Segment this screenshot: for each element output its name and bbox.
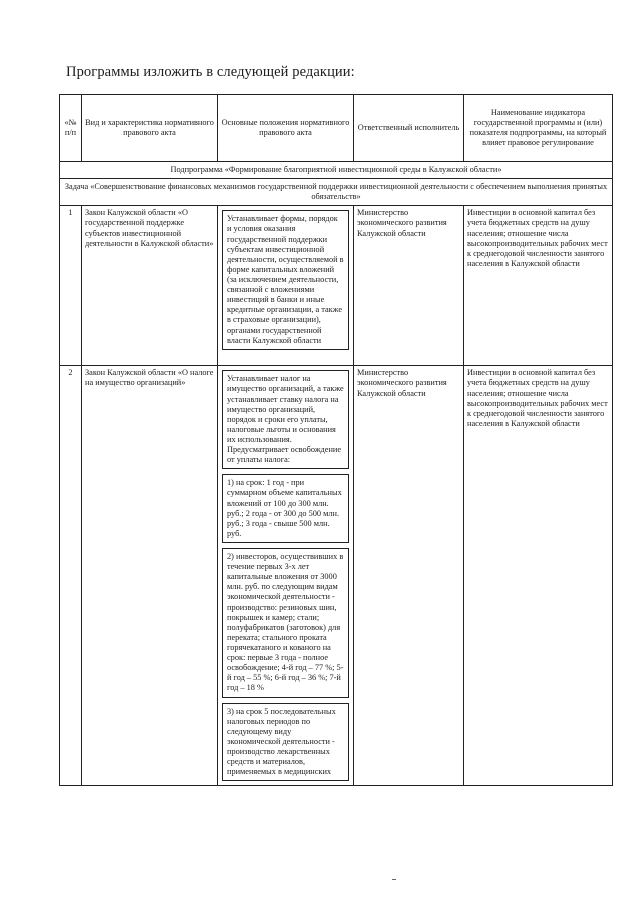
provision-block: 3) на срок 5 последовательных налоговых периодов по следующему виду экономической деятельности - производство лекарственных средств и материалов, применяемых в медицинских (222, 703, 349, 782)
act-type-cell: Закон Калужской области «О налоге на имущество организаций» (82, 366, 218, 786)
provisions-cell (218, 366, 354, 786)
table-row (60, 206, 613, 366)
header-executor: Ответственный исполнитель (354, 95, 464, 162)
task-row (60, 179, 613, 206)
header-act-type: Вид и характеристика нормативного правового акта (82, 95, 218, 162)
table-row (60, 366, 613, 786)
provision-block: 1) на срок: 1 год - при суммарном объеме капитальных вложений от 100 до 300 млн. руб.; 2 года - от 300 до 500 млн. руб.; 3 года - свыше 500 млн. руб. (222, 474, 349, 543)
page-heading: Программы изложить в следующей редакции: (66, 64, 355, 80)
legal-acts-table (59, 94, 613, 786)
provisions-cell (218, 206, 354, 366)
scan-mark (392, 879, 396, 880)
subprogram-row (60, 162, 613, 179)
provision-block: 2) инвесторов, осуществивших в течение первых 3-х лет капитальные вложения от 3000 млн. руб. по следующим видам экономической деятельности - производство: резиновых шин, покрышек и камер; стали; полуфабрикатов (заготовок) для переката; стального проката горячекатаного и кованого на срок: первые 3 года - полное освобождение; 4-й год – 77 %; 5-й год – 55 %; 6-й год – 36 %; 7-й год – 18 % (222, 548, 349, 698)
header-indicator: Наименование индикатора государственной программы и (или) показателя подпрограммы, на который влияет правовое регулирование (464, 95, 613, 162)
provision-block: Устанавливает налог на имущество организаций, а также устанавливает ставку налога на имущество организаций, порядок и сроки его уплаты, налоговые льготы и основания их использования. Предусматривает освобождение от уплаты налога: (222, 370, 349, 469)
header-num: «№ п/п (60, 95, 82, 162)
subprogram-title: Подпрограмма «Формирование благоприятной инвестиционной среды в Калужской области» (60, 162, 613, 179)
row-number: 2 (60, 366, 82, 786)
executor-cell: Министерство экономического развития Калужской области (354, 366, 464, 786)
provision-block: Устанавливает формы, порядок и условия оказания государственной поддержки субъектам инвестиционной деятельности, осуществляемой в форме капитальных вложений (за исключением деятельности, связанной с вложениями инвестиций в банки и иные кредитные организации, а также в страховые организации), органами государственной власти Калужской области (222, 210, 349, 349)
indicator-cell: Инвестиции в основной капитал без учета бюджетных средств на душу населения; отношение числа высокопроизводительных рабочих мест к среднегодовой численности занятого населения в Калужской области (464, 366, 613, 786)
header-provisions: Основные положения нормативного правового акта (218, 95, 354, 162)
executor-cell: Министерство экономического развития Калужской области (354, 206, 464, 366)
act-type-cell: Закон Калужской области «О государственной поддержке субъектов инвестиционной деятельности в Калужской области» (82, 206, 218, 366)
indicator-cell: Инвестиции в основной капитал без учета бюджетных средств на душу населения; отношение числа высокопроизводительных рабочих мест к среднегодовой численности занятого населения в Калужской области (464, 206, 613, 366)
task-title: Задача «Совершенствование финансовых механизмов государственной поддержки инвестиционной деятельности с обеспечением выполнения принятых обязательств» (60, 179, 613, 206)
table-header-row (60, 95, 613, 162)
row-number: 1 (60, 206, 82, 366)
